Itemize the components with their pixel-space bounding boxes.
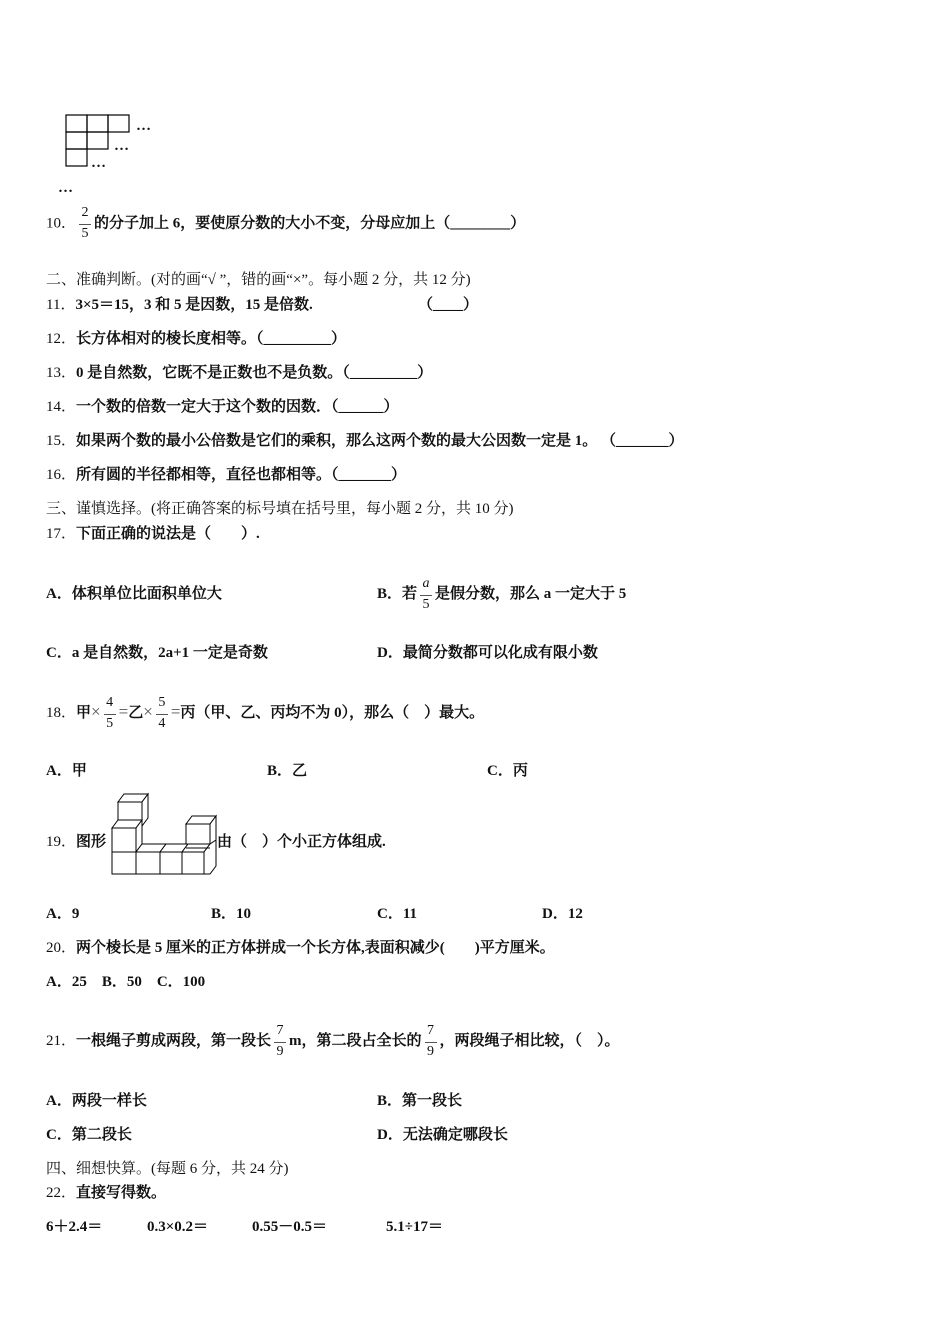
question-number: 15． [46,433,77,449]
question-number: 11． [46,297,76,313]
cube-stack-figure [110,790,220,876]
question-text: 直接写得数。 [76,1185,167,1201]
question-number: 17． [46,526,77,542]
fraction: $\frac{2}{5}$ [78,204,92,244]
question-text: 所有圆的半径都相等，直径也都相等。（_______） [76,467,407,483]
option-c[interactable]: C．丙 [487,763,528,779]
question-15 [46,431,684,451]
question-10 [46,204,525,244]
question-19-suffix: 由（ ）个小正方体组成. [217,834,386,850]
question-18: 18．甲× $\frac{4}{5}$ =乙× $\frac{5}{4}$ =丙（甲、乙、丙均不为 0），那么（ ）最大。 [46,682,484,743]
calc-item: 6＋2.4＝ [46,1219,103,1235]
figure-dots: … [114,138,129,154]
fraction: $\frac{7}{9}$ [273,1022,287,1062]
option-b[interactable]: B．若 $\frac{a}{5}$ 是假分数，那么 a 一定大于 5 [377,564,626,624]
question-number: 22． [46,1185,77,1201]
question-text: 长方体相对的棱长度相等。（_________） [76,331,347,347]
calc-item: 0.3×0.2＝ [147,1219,209,1235]
question-19-prefix: 19．图形 [46,834,107,850]
question-number: 20． [46,940,77,956]
figure-dots: … [136,118,151,134]
figure-dots: … [58,180,73,196]
question-14 [46,397,399,417]
question-text: 0 是自然数，它既不是正数也不是负数。（_________） [76,365,433,381]
question-16 [46,465,406,485]
question-number: 14． [46,399,77,415]
fraction: $\frac{4}{5}$ [103,694,117,734]
question-text: 下面正确的说法是（ ）. [76,526,260,542]
option-b[interactable]: B．第一段长 [377,1093,463,1109]
question-number: 16． [46,467,77,483]
section-title: 四、细想快算。(每题 6 分，共 24 分) [46,1161,289,1177]
question-13 [46,363,432,383]
question-20 [46,938,555,958]
option-a[interactable]: A．甲 [46,763,87,779]
question-number: 21． [46,1033,77,1049]
option-c[interactable]: C．11 [377,906,418,922]
question-22 [46,1183,166,1203]
question-12 [46,329,346,349]
calc-item: 5.1÷17＝ [386,1219,443,1235]
option-d[interactable]: D．无法确定哪段长 [377,1127,508,1143]
question-text: 3×5＝15，3 和 5 是因数，15 是倍数. [75,297,313,313]
question-text: 两个棱长是 5 厘米的正方体拼成一个长方体,表面积减少( )平方厘米。 [76,940,555,956]
option-a[interactable]: A．两段一样长 [46,1093,147,1109]
option-a[interactable]: A．9 [46,906,80,922]
option-b[interactable]: B．10 [211,906,252,922]
section-title: 二、准确判断。(对的画“√ ”，错的画“×”。每小题 2 分，共 12 分) [46,272,471,288]
question-text: 的分子加上 6，要使原分数的大小不变，分母应加上（________） [94,215,526,232]
fraction: $\frac{5}{4}$ [155,694,169,734]
option-b[interactable]: B．乙 [267,763,308,779]
question-17 [46,524,260,544]
question-number: 18． [46,705,77,721]
question-number: 10． [46,215,77,232]
staircase-grid-figure [60,112,170,202]
calc-item: 0.55－0.5＝ [252,1219,328,1235]
question-21: 21．一根绳子剪成两段，第一段长 $\frac{7}{9}$ m，第二段占全长的 $\frac{7}{9}$ ，两段绳子相比较，（ ）。 [46,1011,620,1071]
fraction: $\frac{7}{9}$ [424,1022,438,1062]
question-11 [46,295,313,315]
option-d[interactable]: D．最简分数都可以化成有限小数 [377,645,598,661]
option-a[interactable]: A．体积单位比面积单位大 [46,586,222,602]
option-c[interactable]: C．a 是自然数，2a+1 一定是奇数 [46,645,268,661]
question-number: 19． [46,834,77,850]
option-d[interactable]: D．12 [542,906,583,922]
section-title: 三、谨慎选择。(将正确答案的标号填在括号里，每小题 2 分，共 10 分) [46,501,514,517]
figure-dots: … [91,155,106,171]
question-number: 13． [46,365,77,381]
question-text: 一个数的倍数一定大于这个数的因数．（______） [76,399,399,415]
question-text: 如果两个数的最小公倍数是它们的乘积，那么这两个数的最大公因数一定是 1。 （_______） [76,433,684,449]
question-20-options[interactable]: A．25 B．50 C．100 [46,974,206,990]
fraction: $\frac{a}{5}$ [419,575,433,615]
option-c[interactable]: C．第二段长 [46,1127,132,1143]
question-number: 12． [46,331,77,347]
answer-blank: （____） [418,297,479,313]
